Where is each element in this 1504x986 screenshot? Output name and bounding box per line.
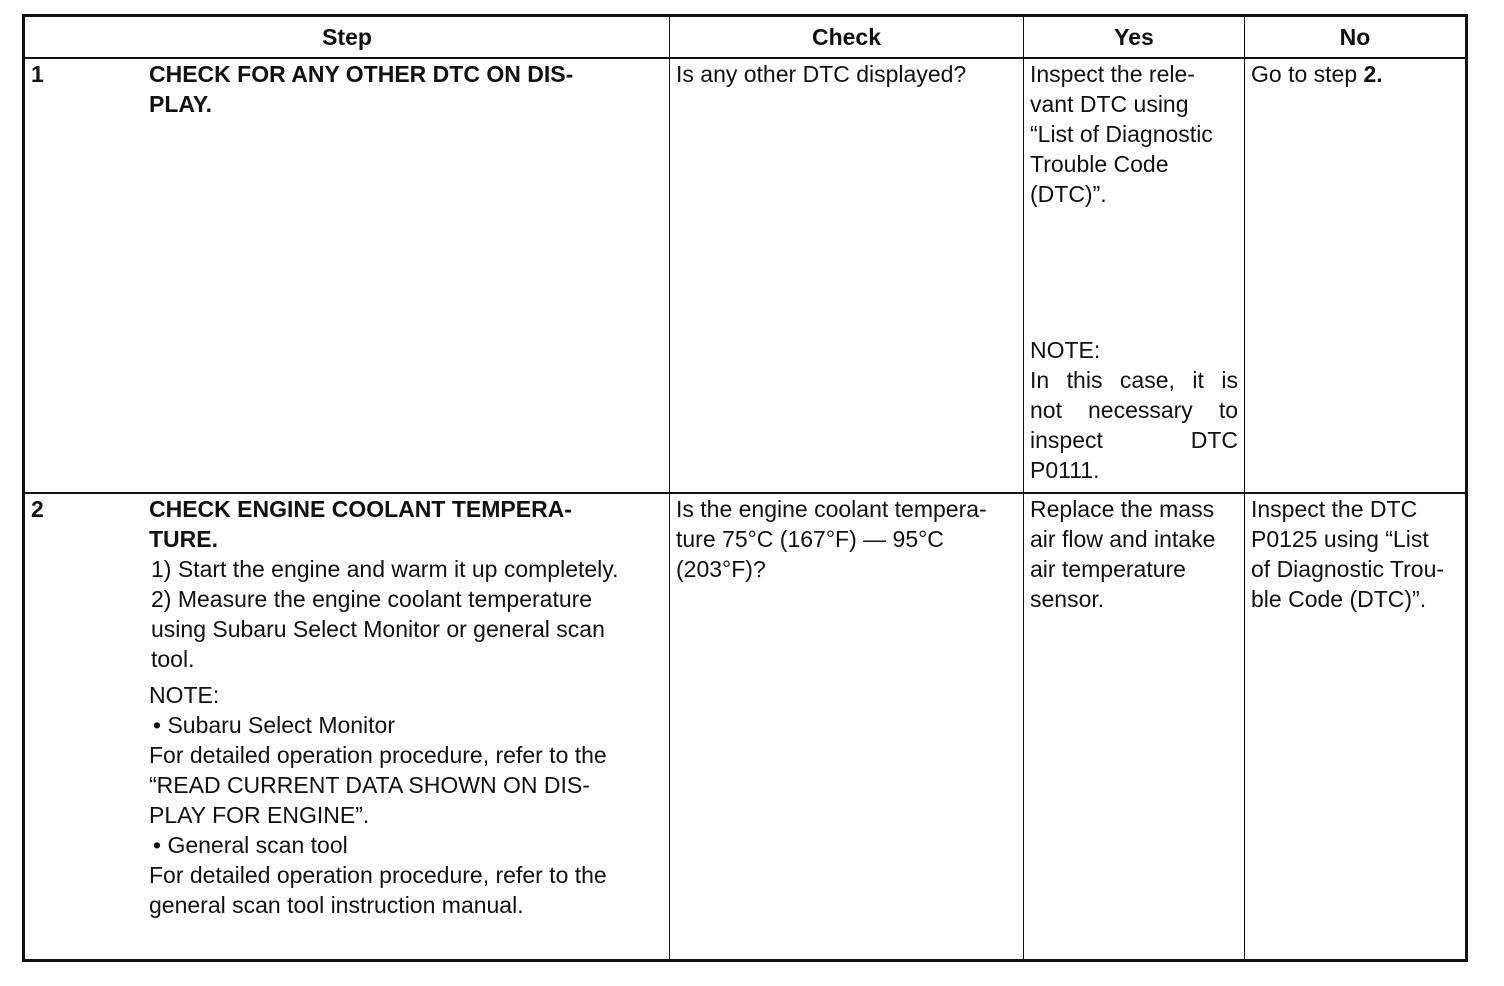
- yes-line: Trouble Code: [1030, 151, 1169, 177]
- procedure-line: using Subaru Select Monitor or general scan: [151, 616, 605, 642]
- table-row: [24, 493, 1467, 961]
- note-text-line: PLAY FOR ENGINE”.: [149, 802, 370, 828]
- step-title-line: TURE.: [149, 526, 218, 552]
- note-word: this: [1066, 367, 1103, 393]
- no-line: Inspect the DTC: [1251, 496, 1418, 522]
- header-check: Check: [670, 16, 1024, 59]
- note-bullet: • Subaru Select Monitor: [153, 712, 396, 738]
- step-number: 1: [31, 61, 44, 87]
- note-word: is: [1221, 367, 1238, 393]
- yes-line: (DTC)”.: [1030, 181, 1107, 207]
- procedure-line: 1) Start the engine and warm it up completely.: [151, 556, 619, 582]
- no-line: P0125 using “List: [1251, 526, 1429, 552]
- note-text-line: For detailed operation procedure, refer to the: [149, 742, 607, 768]
- no-step-ref: 2.: [1363, 61, 1383, 87]
- note-label: NOTE:: [149, 682, 220, 708]
- note-text-line: “READ CURRENT DATA SHOWN ON DIS-: [149, 772, 590, 798]
- step-title-line: CHECK ENGINE COOLANT TEMPERA-: [149, 496, 572, 522]
- no-cell: [1245, 58, 1467, 493]
- yes-cell: [1024, 493, 1245, 961]
- check-line: ture 75°C (167°F) — 95°C: [676, 526, 944, 552]
- procedure-line: tool.: [151, 646, 195, 672]
- yes-cell: [1024, 58, 1245, 493]
- no-text: [1245, 59, 1465, 89]
- yes-line: air temperature: [1030, 556, 1186, 582]
- check-cell: [670, 493, 1024, 961]
- note-word: not: [1030, 397, 1062, 423]
- note-label: NOTE:: [1030, 337, 1101, 363]
- note-word: it: [1192, 367, 1204, 393]
- note-line: [1030, 395, 1238, 425]
- note-word: inspect: [1030, 427, 1103, 453]
- check-text: Is any other DTC displayed?: [676, 61, 967, 87]
- note-text-line: general scan tool instruction manual.: [149, 892, 524, 918]
- table-row: [24, 58, 1467, 493]
- header-step: Step: [24, 16, 670, 59]
- header-row: [24, 16, 1467, 59]
- note-word: In: [1030, 367, 1050, 393]
- step-cell: [24, 58, 670, 493]
- note-word: DTC: [1190, 427, 1238, 453]
- yes-line: Replace the mass: [1030, 496, 1215, 522]
- no-line: ble Code (DTC)”.: [1251, 586, 1427, 612]
- check-line: Is the engine coolant tempera-: [676, 496, 987, 522]
- procedure-line: 2) Measure the engine coolant temperature: [151, 586, 593, 612]
- note-text-line: For detailed operation procedure, refer to the: [149, 862, 607, 888]
- note-line: P0111.: [1030, 457, 1100, 483]
- note-bullet: • General scan tool: [153, 832, 348, 858]
- yes-line: “List of Diagnostic: [1030, 121, 1213, 147]
- check-line: (203°F)?: [676, 556, 766, 582]
- no-line: of Diagnostic Trou-: [1251, 556, 1445, 582]
- diagnostic-table: [22, 14, 1468, 962]
- note-line: [1030, 425, 1238, 455]
- step-number: 2: [31, 496, 44, 522]
- no-cell: [1245, 493, 1467, 961]
- step-title-line: CHECK FOR ANY OTHER DTC ON DIS-: [149, 61, 574, 87]
- yes-line: air flow and intake: [1030, 526, 1216, 552]
- note-line: [1030, 365, 1238, 395]
- header-yes: Yes: [1024, 16, 1245, 59]
- yes-line: sensor.: [1030, 586, 1105, 612]
- note-word: necessary: [1087, 397, 1193, 423]
- note-word: case,: [1119, 367, 1175, 393]
- yes-line: Inspect the rele-: [1030, 61, 1195, 87]
- header-no: No: [1245, 16, 1467, 59]
- step-title-line: PLAY.: [149, 91, 213, 117]
- step-cell: [24, 493, 670, 961]
- note-word: to: [1218, 397, 1238, 423]
- no-text-prefix: Go to step: [1251, 61, 1364, 87]
- check-cell: [670, 58, 1024, 493]
- yes-line: vant DTC using: [1030, 91, 1189, 117]
